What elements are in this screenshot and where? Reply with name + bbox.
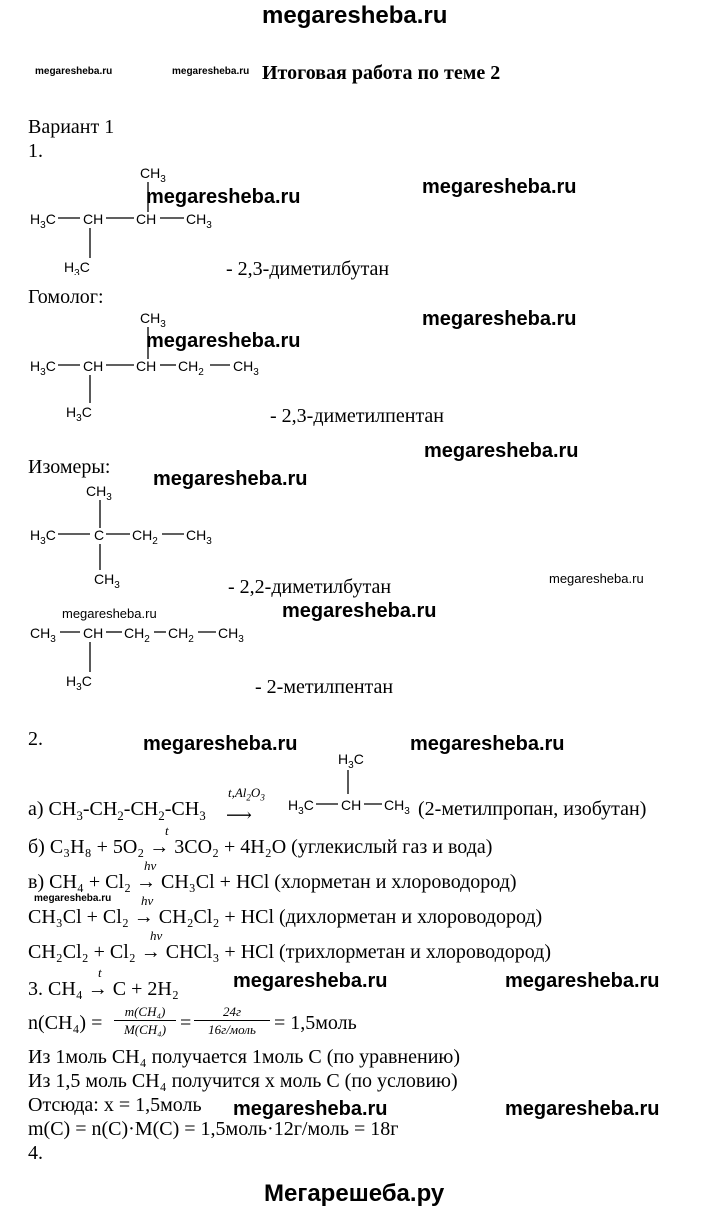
svg-text:CH: CH — [341, 797, 362, 813]
watermark: megaresheba.ru — [34, 893, 112, 904]
svg-text:CH2: $CH_2$ — [178, 358, 204, 378]
reaction-a: а) $CH_3-CH_2-CH_2-CH_3$ — [28, 798, 206, 823]
svg-text:CH2: $CH_2$ — [132, 527, 158, 547]
fraction-1-numerator: m(CH₄) — [114, 1004, 176, 1021]
text-line: m(C) = n(C)·M(C) = 1,5моль·12г/моль = 18г — [28, 1118, 399, 1140]
svg-text:CH2: $CH_2$ — [124, 625, 150, 645]
text-line: Из 1,5 моль CH₄ получится x моль C (по условию) — [28, 1070, 458, 1092]
svg-text:CH: CH — [83, 358, 104, 374]
svg-text:CH3: $CH_3$ — [30, 625, 56, 645]
watermark: megaresheba.ru — [549, 571, 644, 586]
svg-text:H3C: $H_3C$ — [338, 751, 364, 771]
equals-sign: = — [180, 1012, 192, 1034]
fraction-1-denominator: M(CH₄) — [123, 1022, 167, 1037]
svg-text:H3C: $H_3C$ — [288, 797, 314, 817]
svg-text:CH3: $CH_3$ — [186, 527, 212, 547]
page-title: Итоговая работа по теме 2 — [262, 62, 501, 84]
question-3-equation: 3. CH₄ → C + 2H₂ — [28, 978, 179, 1000]
structure-1-name: - 2,3-диметилбутан — [226, 258, 390, 280]
site-footer: Мегарешеба.ру — [264, 1180, 445, 1207]
structure-2-methylpentane — [28, 620, 268, 695]
svg-text:CH3: $CH_3$ — [94, 571, 120, 590]
watermark: megaresheba.ru — [424, 440, 579, 462]
svg-text:H3C: $H_3C$ — [30, 211, 56, 231]
watermark: megaresheba.ru — [505, 970, 660, 992]
svg-text:H3C: $H_3C$ — [66, 404, 92, 424]
svg-text:CH3: $CH_3$ — [140, 165, 166, 185]
svg-text:CH3: $CH_3$ — [86, 483, 112, 503]
variant-label: Вариант 1 — [28, 116, 115, 138]
arrow-condition: hν — [150, 928, 163, 943]
structure-4-name: - 2-метилпентан — [255, 676, 394, 698]
moles-result: = 1,5моль — [274, 1012, 357, 1034]
arrow-condition: hν — [144, 858, 157, 873]
reaction-v: в) CH₄ + Cl₂ → CH₃Cl + HCl (хлорметан и хлороводород) — [28, 871, 517, 893]
structure-3-name: - 2,2-диметилбутан — [228, 576, 392, 598]
watermark: megaresheba.ru — [62, 606, 157, 621]
arrow-condition: $t,Al_2O_3$ — [228, 785, 265, 803]
watermark: megaresheba.ru — [410, 733, 565, 755]
structure-isobutane — [286, 748, 416, 818]
reaction-a-products: (2-метилпропан, изобутан) — [418, 798, 647, 820]
svg-text:H3C: $H_3C$ — [66, 673, 92, 693]
question-2-number: 2. — [28, 728, 43, 750]
question-4-number: 4. — [28, 1142, 43, 1164]
watermark: megaresheba.ru — [282, 600, 437, 622]
fraction-2-numerator: 24г — [194, 1004, 270, 1021]
svg-text:CH3: $CH_3$ — [186, 211, 212, 231]
svg-text:CH2: $CH_2$ — [168, 625, 194, 645]
watermark: megaresheba.ru — [233, 1098, 388, 1120]
svg-text:CH: CH — [136, 211, 157, 227]
svg-text:CH: CH — [83, 211, 104, 227]
svg-text:CH3: $CH_3$ — [384, 797, 410, 817]
arrow-condition: t — [165, 823, 169, 838]
reaction-g: CH₃Cl + Cl₂ → CH₂Cl₂ + HCl (дихлорметан и хлороводород) — [28, 906, 543, 928]
isomers-label: Изомеры: — [28, 456, 111, 478]
svg-text:CH3: $CH_3$ — [218, 625, 244, 645]
reaction-b: б) C₃H₈ + 5O₂ → 3CO₂ + 4H₂O (углекислый газ и вода) — [28, 836, 493, 858]
svg-text:CH3: $CH_3$ — [233, 358, 259, 378]
svg-text:C: C — [94, 527, 105, 543]
moles-formula-lhs: n(CH₄) = — [28, 1012, 103, 1034]
svg-text:CH: CH — [136, 358, 157, 374]
text-line: Из 1моль CH₄ получается 1моль C (по уравнению) — [28, 1046, 460, 1068]
arrow-icon: ⟶ — [226, 805, 252, 825]
site-header: megaresheba.ru — [262, 2, 448, 29]
svg-text:CH3: $CH_3$ — [140, 310, 166, 330]
arrow-condition: t — [98, 965, 102, 980]
watermark: megaresheba.ru — [35, 66, 113, 77]
watermark: megaresheba.ru — [146, 330, 301, 352]
structure-2-3-dimethylbutane — [28, 160, 228, 275]
watermark: megaresheba.ru — [505, 1098, 660, 1120]
watermark: megaresheba.ru — [233, 970, 388, 992]
arrow-condition: hν — [141, 893, 154, 908]
question-1-number: 1. — [28, 140, 43, 162]
reaction-d: CH₂Cl₂ + Cl₂ → CHCl₃ + HCl (трихлорметан и хлороводород) — [28, 941, 552, 963]
watermark: megaresheba.ru — [422, 176, 577, 198]
watermark: megaresheba.ru — [143, 733, 298, 755]
fraction-2-denominator: 16г/моль — [208, 1022, 256, 1037]
svg-text:CH: CH — [83, 625, 104, 641]
watermark: megaresheba.ru — [146, 186, 301, 208]
svg-text:H3C: $H_3C$ — [30, 527, 56, 547]
watermark: megaresheba.ru — [172, 66, 250, 77]
watermark: megaresheba.ru — [422, 308, 577, 330]
structure-2-2-dimethylbutane — [28, 480, 228, 590]
svg-text:H3C: $H_3C$ — [64, 259, 90, 275]
svg-text:H3C: $H_3C$ — [30, 358, 56, 378]
structure-2-3-dimethylpentane — [28, 305, 278, 425]
structure-2-name: - 2,3-диметилпентан — [270, 405, 445, 427]
homolog-label: Гомолог: — [28, 286, 104, 308]
watermark: megaresheba.ru — [153, 468, 308, 490]
text-line: Отсюда: x = 1,5моль — [28, 1094, 202, 1116]
